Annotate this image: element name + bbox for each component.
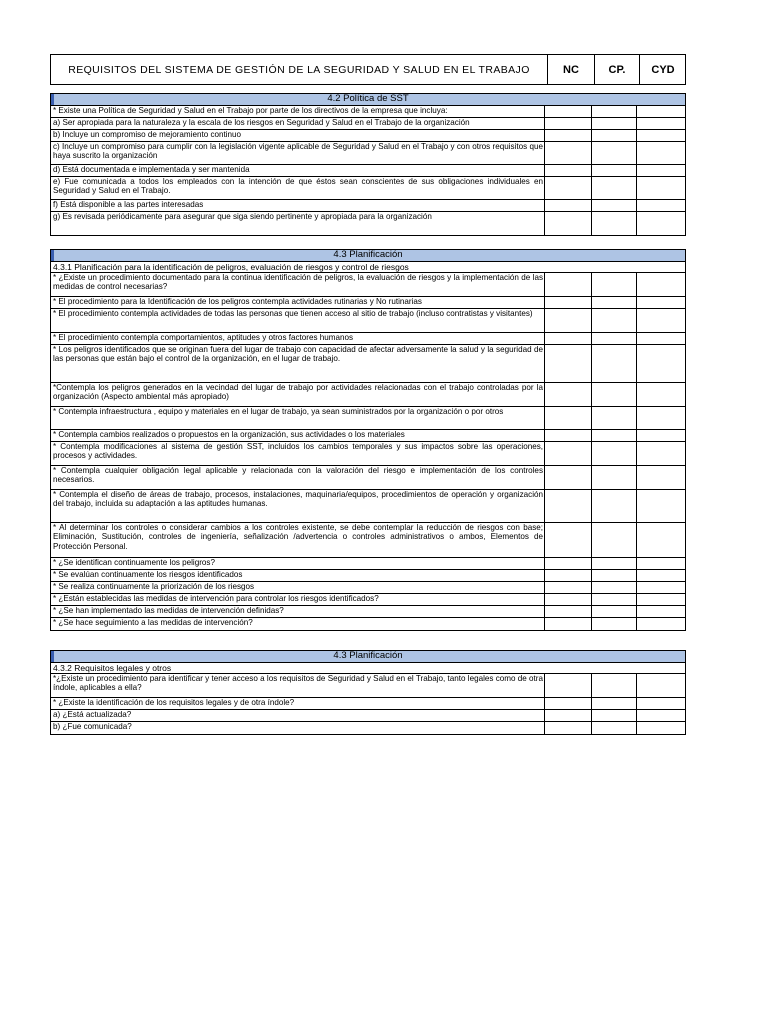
cp-cell[interactable] [592,297,637,308]
nc-cell[interactable] [545,106,592,117]
checklist-row [51,618,685,630]
requirement-text: * ¿Existe la identificación de los requisitos legales y de otra índole? [51,698,545,709]
requirement-text: * ¿Se han implementado las medidas de intervención definidas? [51,606,545,617]
requirement-text: b) Incluye un compromiso de mejoramiento continuo [51,130,545,141]
cp-cell[interactable] [592,273,637,296]
nc-cell[interactable] [545,570,592,581]
cp-cell[interactable] [592,212,637,235]
nc-cell[interactable] [545,118,592,129]
checklist-row [51,558,685,570]
requirement-text: f) Está disponible a las partes interesadas [51,200,545,211]
cyd-cell[interactable] [637,130,685,141]
section-politica [50,93,686,236]
cyd-cell[interactable] [637,177,685,199]
requirement-text: g) Es revisada periódicamente para asegurar que siga siendo pertinente y apropiada para la organización [51,212,545,235]
requirement-text: *Contempla los peligros generados en la vecindad del lugar de trabajo por actividades relacionadas con el trabajo controladas por la organización (Aspecto ambiental más apropiado) [51,383,545,406]
cp-cell[interactable] [592,594,637,605]
checklist-row [51,466,685,490]
checklist-row [51,165,685,177]
cp-cell[interactable] [592,309,637,332]
cp-cell[interactable] [592,722,637,734]
cp-cell[interactable] [592,582,637,593]
cp-cell[interactable] [592,383,637,406]
section-subtitle: 4.3.1 Planificación para la identificación de peligros, evaluación de riesgos y control de riesgos [51,262,685,273]
requirement-text: * Los peligros identificados que se originan fuera del lugar de trabajo con capacidad de afectar adversamente la salud y la seguridad de las personas que están bajo el control de la organización, en el lugar de trabajo. [51,345,545,382]
cp-cell[interactable] [592,333,637,344]
cp-cell[interactable] [592,345,637,382]
cyd-cell[interactable] [637,309,685,332]
nc-cell[interactable] [545,466,592,489]
nc-cell[interactable] [545,523,592,557]
nc-cell[interactable] [545,722,592,734]
cyd-cell[interactable] [637,606,685,617]
cp-cell[interactable] [592,177,637,199]
cp-cell[interactable] [592,442,637,465]
col-header-nc: NC [547,55,594,84]
checklist-row [51,273,685,297]
requirement-text: b) ¿Fue comunicada? [51,722,545,734]
header-table [50,54,686,85]
cyd-cell[interactable] [637,558,685,569]
requirement-text: * ¿Existe un procedimiento documentado para la continua identificación de peligros, la evaluación de riesgos y la implementación de las medidas de control necesarias? [51,273,545,296]
nc-cell[interactable] [545,430,592,441]
nc-cell[interactable] [545,698,592,709]
checklist-row [51,142,685,165]
nc-cell[interactable] [545,130,592,141]
requirement-text: * Se realiza continuamente la priorización de los riesgos [51,582,545,593]
checklist-row [51,297,685,309]
cp-cell[interactable] [592,490,637,522]
section-title: 4.3 Planificación [51,250,685,262]
cyd-cell[interactable] [637,407,685,429]
requirement-text: c) Incluye un compromiso para cumplir con la legislación vigente aplicable de Seguridad y Salud en el Trabajo y con otros requisitos que haya suscrito la organización [51,142,545,164]
cyd-cell[interactable] [637,523,685,557]
cyd-cell[interactable] [637,466,685,489]
requirement-text: * Se evalúan continuamente los riesgos identificados [51,570,545,581]
checklist-row [51,582,685,594]
checklist-row [51,212,685,235]
nc-cell[interactable] [545,297,592,308]
requirement-text: * El procedimiento contempla actividades de todas las personas que tienen acceso al sitio de trabajo (incluso contratistas y visitantes) [51,309,545,332]
nc-cell[interactable] [545,606,592,617]
cyd-cell[interactable] [637,383,685,406]
requirement-text: * ¿Se identifican continuamente los peligros? [51,558,545,569]
cyd-cell[interactable] [637,297,685,308]
cyd-cell[interactable] [637,722,685,734]
cp-cell[interactable] [592,165,637,176]
cyd-cell[interactable] [637,118,685,129]
checklist-row [51,345,685,383]
checklist-row [51,106,685,118]
section-title: 4.3 Planificación [51,651,685,663]
nc-cell[interactable] [545,674,592,697]
nc-cell[interactable] [545,582,592,593]
checklist-row [51,674,685,698]
cyd-cell[interactable] [637,710,685,721]
requirement-text: * Contempla infraestructura , equipo y materiales en el lugar de trabajo, ya sean suministrados por la organización o por otros [51,407,545,429]
requirement-text: * Contempla el diseño de áreas de trabajo, procesos, instalaciones, maquinaria/equipos, procedimientos de operación y organización del trabajo, incluida su adaptación a las aptitudes humanas. [51,490,545,522]
cyd-cell[interactable] [637,273,685,296]
cyd-cell[interactable] [637,442,685,465]
cyd-cell[interactable] [637,333,685,344]
checklist-row [51,309,685,333]
nc-cell[interactable] [545,273,592,296]
cp-cell[interactable] [592,130,637,141]
requirement-text: * Contempla modificaciones al sistema de gestión SST, incluidos los cambios temporales y sus impactos sobre las operaciones, procesos y actividades. [51,442,545,465]
nc-cell[interactable] [545,383,592,406]
section-requisitos-legales [50,650,686,735]
nc-cell[interactable] [545,165,592,176]
requirement-text: a) Ser apropiada para la naturaleza y la escala de los riesgos en Seguridad y Salud en el Trabajo de la organización [51,118,545,129]
cyd-cell[interactable] [637,674,685,697]
checklist-row [51,594,685,606]
nc-cell[interactable] [545,407,592,429]
nc-cell[interactable] [545,558,592,569]
checklist-row [51,722,685,734]
cyd-cell[interactable] [637,200,685,211]
requirement-text: * Contempla cualquier obligación legal aplicable y relacionada con la valoración del riesgo e implementación de los controles necesarios. [51,466,545,489]
checklist-row [51,333,685,345]
nc-cell[interactable] [545,618,592,630]
cp-cell[interactable] [592,618,637,630]
cp-cell[interactable] [592,710,637,721]
nc-cell[interactable] [545,333,592,344]
cp-cell[interactable] [592,200,637,211]
section-title: 4.2 Política de SST [51,94,685,106]
nc-cell[interactable] [545,594,592,605]
checklist-row [51,407,685,430]
nc-cell[interactable] [545,309,592,332]
requirement-text: a) ¿Está actualizada? [51,710,545,721]
nc-cell[interactable] [545,200,592,211]
nc-cell[interactable] [545,345,592,382]
requirement-text: * Al determinar los controles o considerar cambios a los controles existente, se debe contemplar la reducción de riesgos con base; Eliminación, Sustitución, controles de ingeniería, señalización /advertencia o controles administrativos o ambos, Elementos de Protección Personal. [51,523,545,557]
requirement-text: * ¿Están establecidas las medidas de intervención para controlar los riesgos identificados? [51,594,545,605]
cyd-cell[interactable] [637,582,685,593]
checklist-row [51,200,685,212]
cyd-cell[interactable] [637,594,685,605]
checklist-row [51,177,685,200]
cyd-cell[interactable] [637,698,685,709]
section-subtitle: 4.3.2 Requisitos legales y otros [51,663,685,674]
checklist-row [51,130,685,142]
col-header-cyd: CYD [639,55,686,84]
checklist-row [51,442,685,466]
checklist-row [51,570,685,582]
checklist-row [51,490,685,523]
cyd-cell[interactable] [637,142,685,164]
cp-cell[interactable] [592,698,637,709]
requirement-text: e) Fue comunicada a todos los empleados con la intención de que éstos sean conscientes de sus obligaciones individuales en Seguridad y Salud en el Trabajo. [51,177,545,199]
cp-cell[interactable] [592,407,637,429]
cyd-cell[interactable] [637,490,685,522]
requirement-text: * El procedimiento para la Identificación de los peligros contempla actividades rutinarias y No rutinarias [51,297,545,308]
cp-cell[interactable] [592,606,637,617]
checklist-row [51,710,685,722]
cp-cell[interactable] [592,430,637,441]
requirement-text: * Contempla cambios realizados o propuestos en la organización, sus actividades o los materiales [51,430,545,441]
cyd-cell[interactable] [637,106,685,117]
cyd-cell[interactable] [637,345,685,382]
checklist-row [51,606,685,618]
requirement-text: * ¿Se hace seguimiento a las medidas de intervención? [51,618,545,630]
nc-cell[interactable] [545,710,592,721]
section-planificacion-peligros [50,249,686,631]
cyd-cell[interactable] [637,618,685,630]
checklist-row [51,383,685,407]
requirement-text: *¿Existe un procedimiento para identificar y tener acceso a los requisitos de Seguridad y Salud en el Trabajo, tanto legales como de otra índole, aplicables a ella? [51,674,545,697]
cp-cell[interactable] [592,142,637,164]
requirement-text: * Existe una Política de Seguridad y Salud en el Trabajo por parte de los directivos de la empresa que incluya: [51,106,545,117]
cp-cell[interactable] [592,570,637,581]
cp-cell[interactable] [592,106,637,117]
checklist-row [51,430,685,442]
nc-cell[interactable] [545,442,592,465]
requirement-text: d) Está documentada e implementada y ser mantenida [51,165,545,176]
nc-cell[interactable] [545,142,592,164]
nc-cell[interactable] [545,490,592,522]
document-title: REQUISITOS DEL SISTEMA DE GESTIÓN DE LA SEGURIDAD Y SALUD EN EL TRABAJO [68,63,530,76]
col-header-cp: CP. [594,55,639,84]
cp-cell[interactable] [592,118,637,129]
checklist-row [51,118,685,130]
cyd-cell[interactable] [637,570,685,581]
cyd-cell[interactable] [637,165,685,176]
nc-cell[interactable] [545,177,592,199]
cp-cell[interactable] [592,558,637,569]
requirement-text: * El procedimiento contempla comportamientos, aptitudes y otros factores humanos [51,333,545,344]
cyd-cell[interactable] [637,430,685,441]
checklist-row [51,698,685,710]
cp-cell[interactable] [592,523,637,557]
nc-cell[interactable] [545,212,592,235]
cp-cell[interactable] [592,674,637,697]
checklist-row [51,523,685,558]
cyd-cell[interactable] [637,212,685,235]
cp-cell[interactable] [592,466,637,489]
